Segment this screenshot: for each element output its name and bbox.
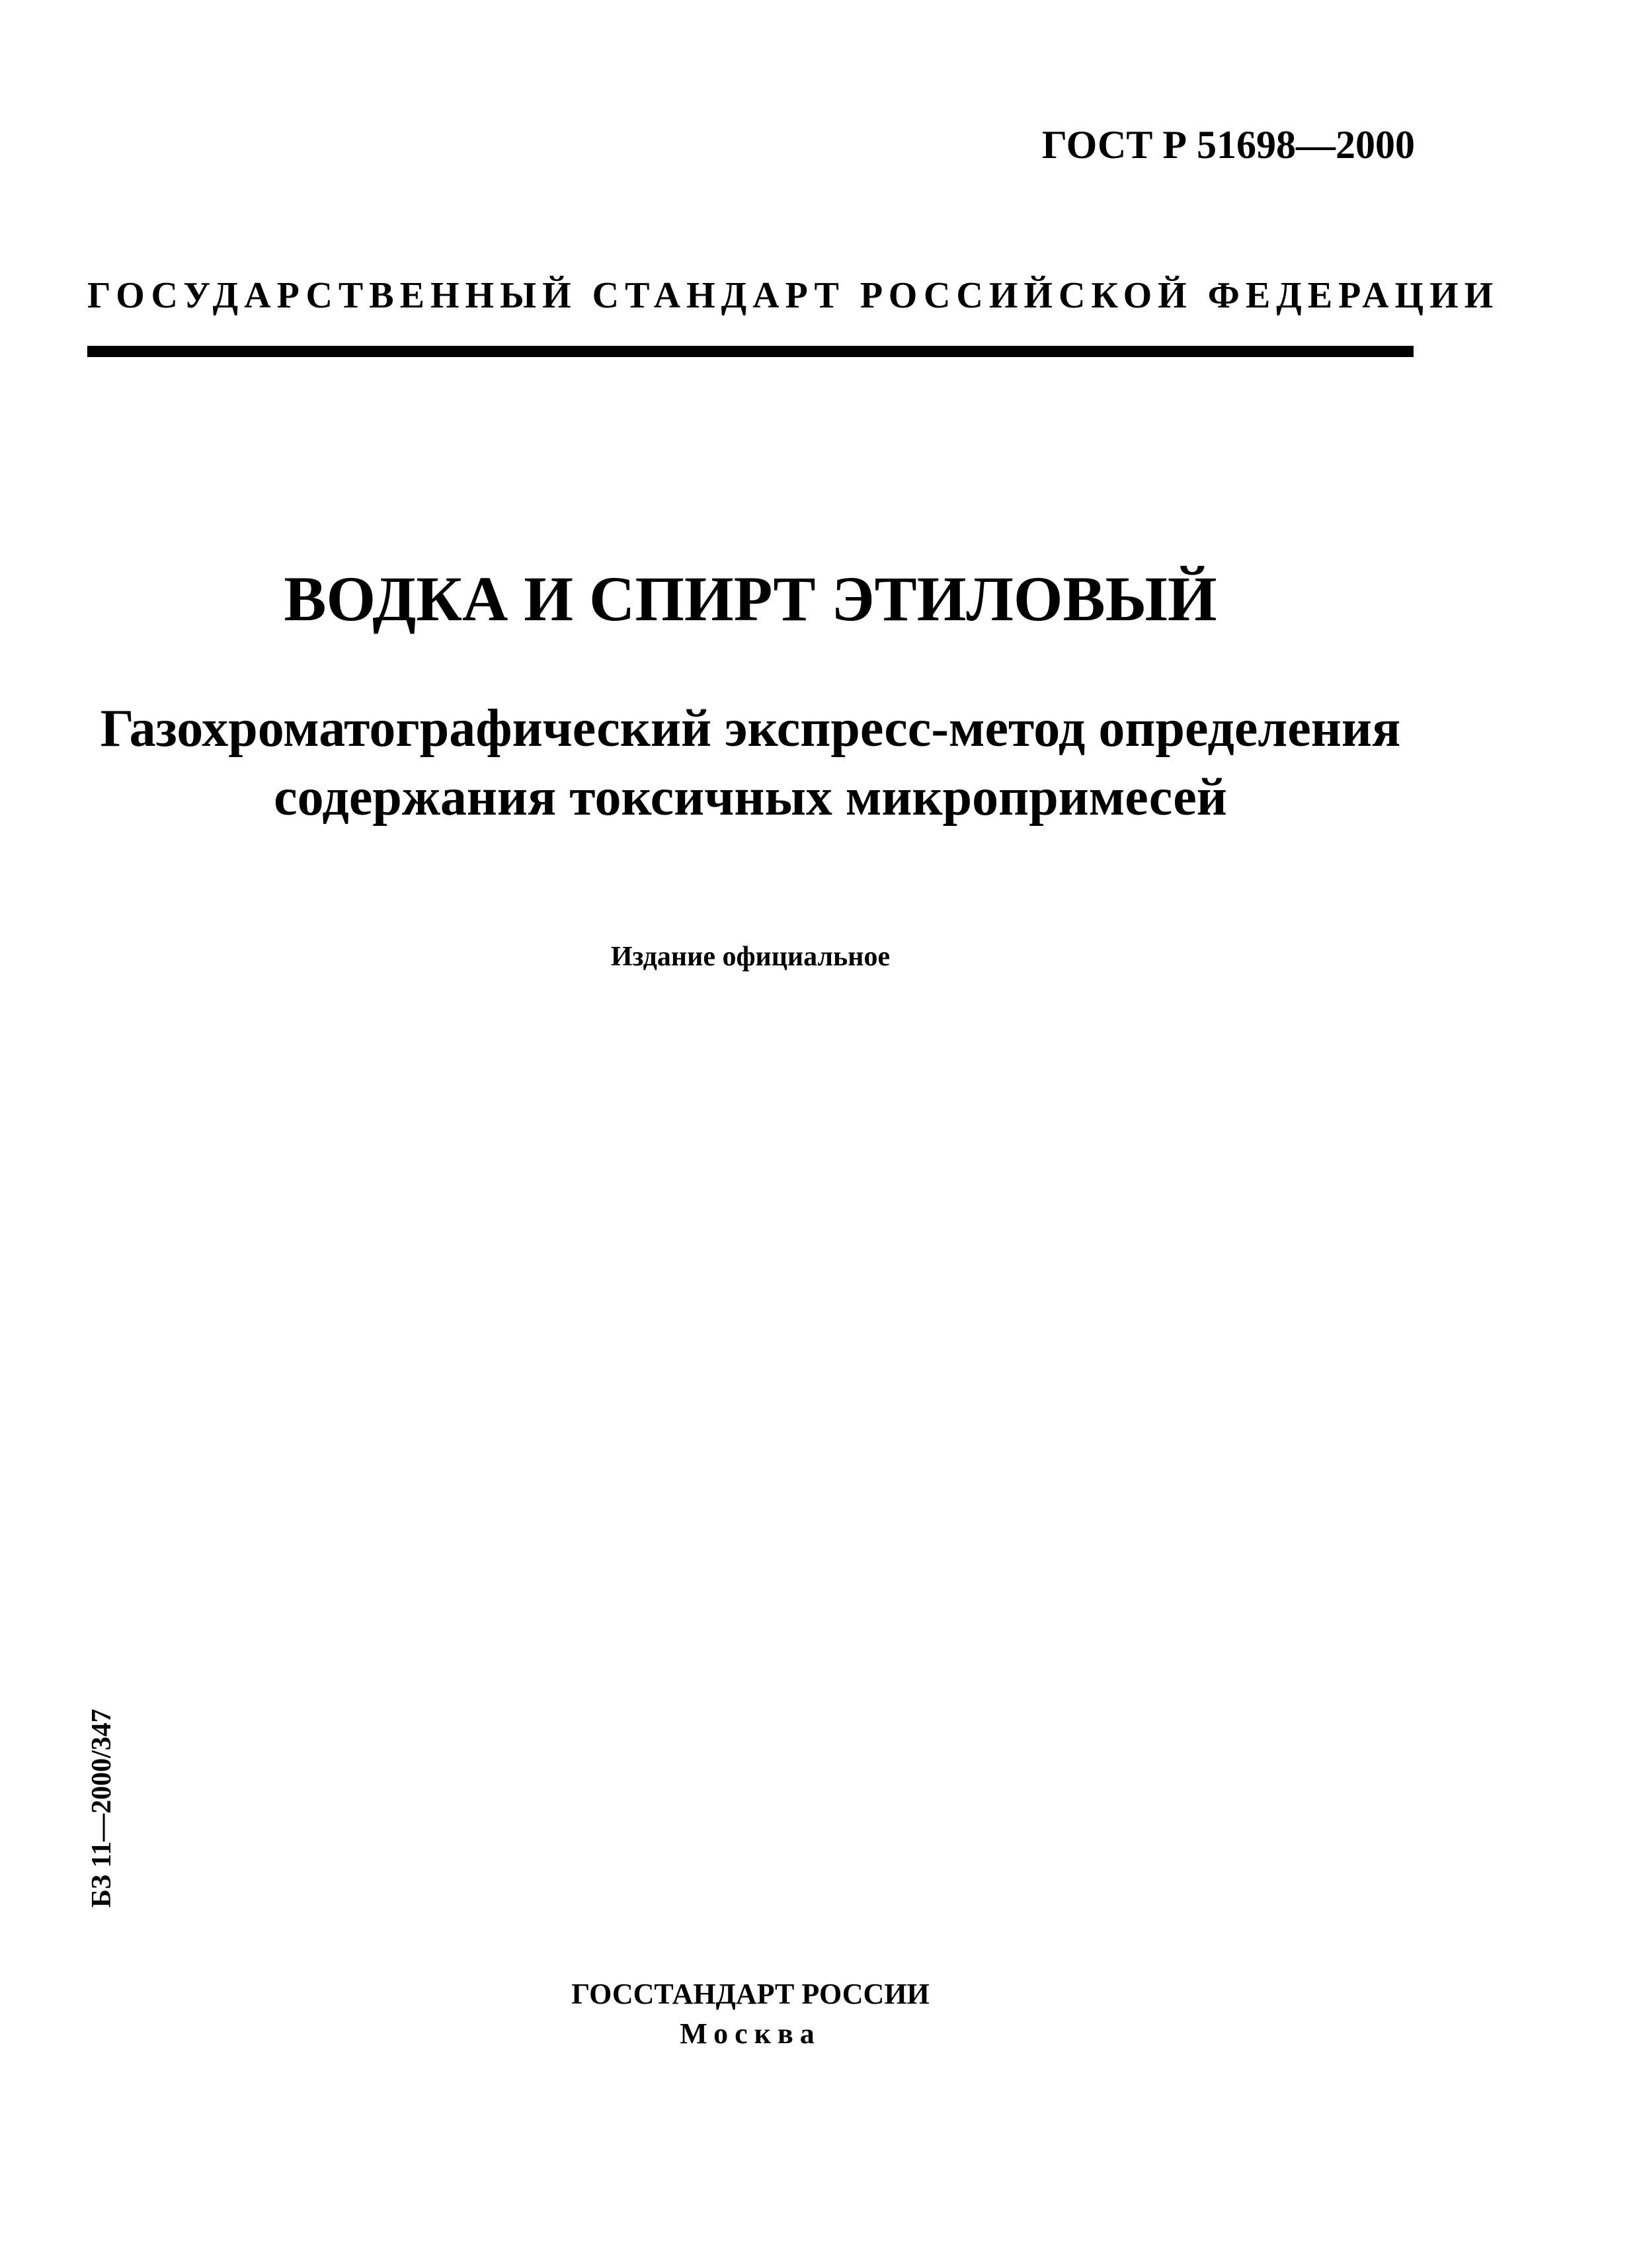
publisher-city: Москва: [680, 2017, 821, 2050]
side-code: БЗ 11—2000/347: [87, 1709, 117, 1908]
document-subtitle: [0, 694, 1501, 832]
gost-number: ГОСТ Р 51698—2000: [1041, 123, 1415, 167]
edition-label: Издание официальное: [610, 942, 891, 972]
state-standard-heading: ГОСУДАРСТВЕННЫЙ СТАНДАРТ РОССИЙСКОЙ ФЕДЕРАЦИИ: [87, 275, 1500, 316]
subtitle-line-1: Газохроматографический экспресс-метод определения: [100, 700, 1401, 758]
publisher-name: ГОССТАНДАРТ РОССИИ: [571, 1978, 930, 2010]
document-title: ВОДКА И СПИРТ ЭТИЛОВЫЙ: [284, 563, 1217, 634]
subtitle-line-2: содержания токсичных микропримесей: [274, 768, 1227, 827]
header-divider: [87, 346, 1414, 357]
